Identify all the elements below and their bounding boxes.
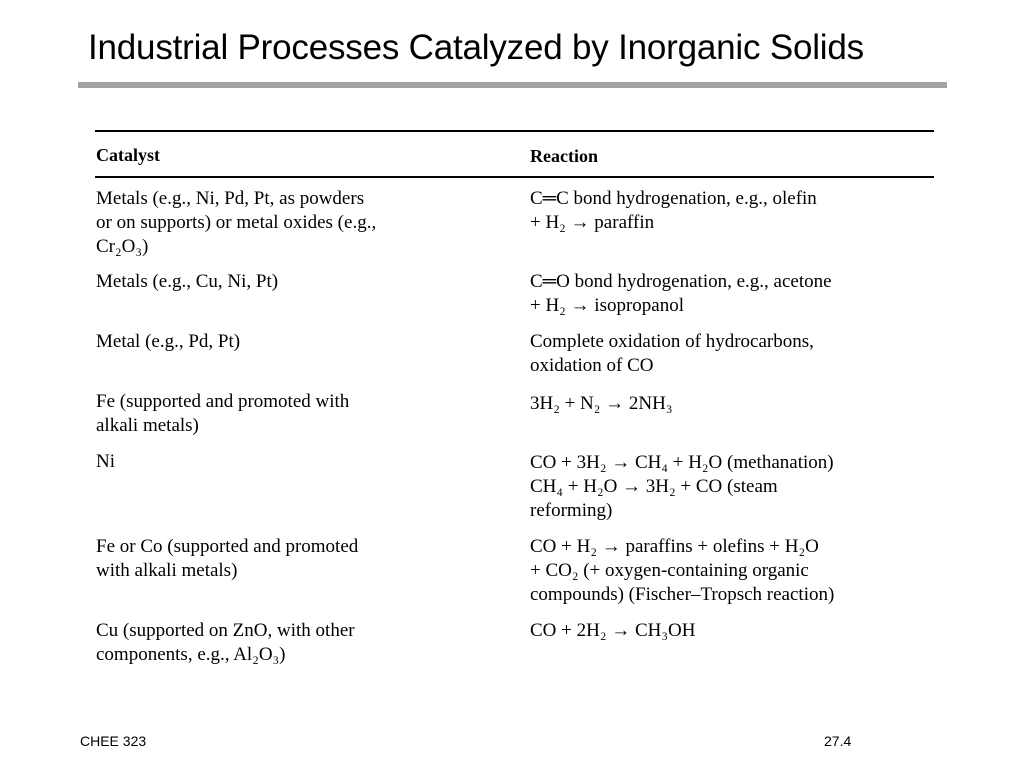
title-divider [78, 82, 947, 88]
cell-line: Metals (e.g., Ni, Pd, Pt, as powders [96, 188, 365, 209]
cell-line: Cu (supported on ZnO, with other [96, 620, 355, 641]
table-row-reaction [530, 451, 834, 523]
table-row-catalyst [96, 450, 115, 474]
table-row-catalyst [96, 390, 349, 438]
cell-line: Fe (supported and promoted with [96, 391, 350, 412]
table-row-catalyst [96, 330, 240, 354]
footer-page-number: 27.4 [824, 733, 852, 749]
cell-line: C═O bond hydrogenation, e.g., acetone [530, 271, 832, 292]
cell-line: CO + 3H₂ → CH₄ + H₂O (methanation) [530, 452, 834, 473]
cell-line: reforming) [530, 500, 613, 521]
table-row-reaction [530, 270, 832, 318]
cell-line: Metals (e.g., Cu, Ni, Pt) [96, 271, 279, 292]
cell-line: oxidation of CO [530, 355, 654, 376]
cell-line: + H₂ → isopropanol [530, 295, 685, 316]
cell-line: components, e.g., Al₂O₃) [96, 644, 286, 665]
cell-line: or on supports) or metal oxides (e.g., [96, 212, 377, 233]
cell-line: Metal (e.g., Pd, Pt) [96, 331, 241, 352]
cell-line: alkali metals) [96, 415, 199, 436]
slide-title: Industrial Processes Catalyzed by Inorganic Solids [88, 28, 864, 67]
cell-line: Fe or Co (supported and promoted [96, 536, 359, 557]
table-row-catalyst [96, 270, 278, 294]
header-reaction: Reaction [530, 146, 598, 166]
cell-line: C═C bond hydrogenation, e.g., olefin [530, 188, 817, 209]
cell-line: + CO₂ (+ oxygen-containing organic [530, 560, 809, 581]
table-header-rule [95, 176, 934, 178]
cell-line: compounds) (Fischer–Tropsch reaction) [530, 584, 835, 605]
cell-line: Ni [96, 451, 115, 472]
footer-course: CHEE 323 [80, 733, 147, 749]
header-catalyst: Catalyst [96, 145, 160, 165]
table-row-reaction [530, 535, 834, 607]
table-row-reaction [530, 330, 814, 378]
table-row-reaction [530, 187, 817, 235]
cell-line: CO + H₂ → paraffins + olefins + H₂O [530, 536, 819, 557]
table-row-catalyst [96, 619, 355, 667]
table-row-reaction [530, 619, 695, 643]
cell-line: + H₂ → paraffin [530, 212, 655, 233]
cell-line: CH₄ + H₂O → 3H₂ + CO (steam [530, 476, 778, 497]
cell-line: CO + 2H₂ → CH₃OH [530, 620, 696, 641]
table-row-reaction [530, 392, 672, 416]
cell-line: 3H₂ + N₂ → 2NH₃ [530, 393, 673, 414]
table-row-catalyst [96, 187, 376, 259]
cell-line: with alkali metals) [96, 560, 238, 581]
table-row-catalyst [96, 535, 358, 583]
table-top-rule [95, 130, 934, 132]
cell-line: Cr₂O₃) [96, 236, 149, 257]
cell-line: Complete oxidation of hydrocarbons, [530, 331, 814, 352]
